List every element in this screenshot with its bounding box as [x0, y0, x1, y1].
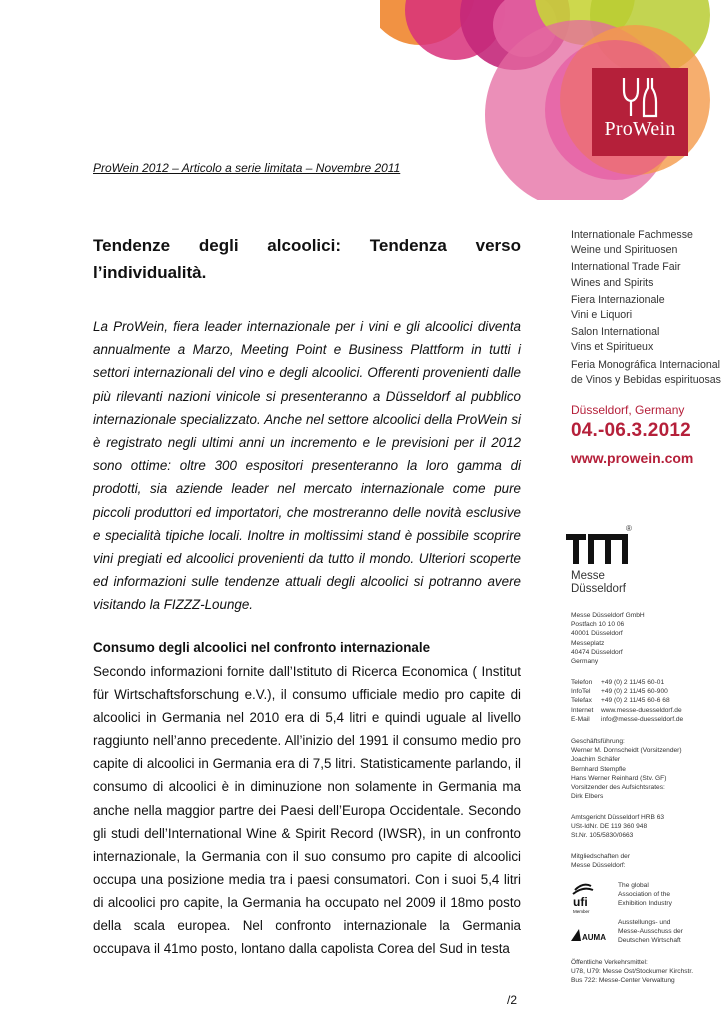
transit-line: U78, U79: Messe Ost/Stockumer Kirchstr. — [571, 968, 694, 976]
address-line: Messeplatz — [571, 639, 605, 647]
management-line: Geschäftsführung: — [571, 738, 625, 745]
messe-name — [571, 570, 626, 596]
management-line: Joachim Schäfer — [571, 756, 621, 764]
registration-line: USt-IdNr. DE 119 360 948 — [571, 823, 648, 831]
address-line: Postfach 10 10 06 — [571, 621, 625, 629]
fair-name-line: de Vinos y Bebidas espirituosas — [571, 373, 721, 386]
contact-value: +49 (0) 2 11/45 60-6 68 — [601, 697, 670, 705]
fair-name-line: Internationale Fachmesse — [571, 229, 693, 241]
messe-name-line: Düsseldorf — [571, 583, 626, 595]
public-transport-info — [571, 958, 723, 986]
management-line: Werner M. Dornscheidt (Vorsitzender) — [571, 747, 682, 755]
transit-line: Bus 722: Messe-Center Verwaltung — [571, 977, 675, 985]
messe-contact — [571, 678, 723, 724]
auma-line: Ausstellungs- und — [618, 919, 671, 926]
fair-name-line: International Trade Fair — [571, 261, 681, 274]
fair-name-fr — [571, 325, 723, 355]
contact-label: InfoTel — [571, 688, 591, 696]
management-line: Vorsitzender des Aufsichtsrates: — [571, 784, 665, 792]
ufi-line: Association of the — [618, 891, 671, 899]
registration-line: Amtsgericht Düsseldorf HRB 63 — [571, 814, 665, 821]
address-line: 40474 Düsseldorf — [571, 648, 623, 656]
fair-name-line: Feria Monográfica Internacional — [571, 358, 720, 371]
messe-duesseldorf-logo-icon — [566, 532, 632, 566]
article-title — [93, 232, 521, 286]
ufi-logo-text: ufi — [573, 895, 588, 909]
contact-label: Internet — [571, 706, 594, 714]
contact-email-link[interactable]: info@messe-duesseldorf.de — [601, 715, 684, 723]
contact-row — [571, 678, 723, 687]
body-paragraph: Secondo informazioni fornite dall’Istituto di Ricerca Economica ( Institut für Wirtschaftsforschung e.V.), il consumo ufficiale medio pro capite di alcoolici in Germania nel 2010 era di 5,4 litri e quindi uguale al livello raggiunto nell’anno precedente. All’inizio del 1991 il consumo medio pro capite di alcoolici in Germania era di 7,5 litri. Statisticamente parlando, il consumo di alcoolici è in diminuzione non solamente in Germania ma anche nella maggior partre dei Paesi dell’Europa Occidentale. Secondo gli studi dell’International Wine & Spirit Record (IWSR), in un confronto internazionale, la Germania con il suo consumo pro capite di alcoolici occupa una posizione media tra i paesi consumatori. Con i suoi 5,4 litri di alcoolici pro capite, la Germania ha occupato nel 2009 il 18mo posto della scala europea. Nel confronto internazionale la Germania occupava il 41mo posto, lontano dalla capolista Corea del Sud in testa — [93, 664, 521, 957]
contact-row — [571, 706, 723, 715]
prowein-logo — [592, 68, 688, 156]
messe-name-line: Messe — [571, 570, 605, 582]
contact-website-link[interactable]: www.messe-duesseldorf.de — [601, 706, 682, 714]
messe-memberships — [571, 852, 723, 870]
contact-row — [571, 696, 723, 705]
contact-value: +49 (0) 2 11/45 60-900 — [601, 688, 668, 696]
auma-logo — [569, 925, 617, 945]
management-line: Hans Werner Reinhard (Stv. GF) — [571, 774, 667, 782]
fair-name-line: Fiera Internazionale — [571, 293, 665, 306]
address-line: Germany — [571, 658, 599, 666]
section-heading: Consumo degli alcoolici nel confronto internazionale — [93, 640, 431, 655]
auma-logo-text: AUMA — [582, 933, 606, 942]
registration-line: St.Nr. 105/5830/0663 — [571, 832, 634, 840]
fair-names-block — [571, 228, 723, 390]
fair-location: Düsseldorf, Germany — [571, 403, 685, 417]
auma-line: Messe-Ausschuss der — [618, 928, 683, 936]
fair-dates: 04.-06.3.2012 — [571, 420, 691, 441]
fair-name-es — [571, 358, 723, 388]
contact-row — [571, 715, 723, 724]
fair-name-line: Salon International — [571, 326, 660, 339]
membership-line: Messe Düsseldorf: — [571, 862, 626, 870]
management-line: Dirk Elbers — [571, 793, 604, 801]
wine-glasses-icon — [618, 74, 662, 118]
management-line: Bernhard Stempfle — [571, 765, 626, 773]
messe-management — [571, 737, 723, 801]
logo-text: ProWein — [604, 118, 676, 140]
ufi-emblem-icon — [569, 880, 609, 914]
fair-website-link[interactable]: www.prowein.com — [571, 450, 694, 466]
contact-label: Telefax — [571, 697, 592, 705]
contact-value: +49 (0) 2 11/45 60-01 — [601, 679, 665, 686]
document-header-line: ProWein 2012 – Articolo a serie limitata – Novembre 2011 — [93, 161, 401, 175]
address-line: Messe Düsseldorf GmbH — [571, 612, 645, 619]
contact-row — [571, 687, 723, 696]
fair-name-line: Vini e Liquori — [571, 309, 633, 322]
fair-name-de — [571, 228, 723, 258]
membership-line: Mitgliedschaften der — [571, 853, 631, 860]
ufi-description — [618, 881, 672, 909]
title-line-1: Tendenze degli alcoolici: Tendenza verso — [93, 236, 521, 255]
title-line-2: l’individualità. — [93, 263, 207, 282]
ufi-member-text: Member — [573, 909, 590, 914]
contact-label: E-Mail — [571, 715, 590, 723]
auma-line: Deutschen Wirtschaft — [618, 937, 681, 945]
intro-paragraph: La ProWein, fiera leader internazionale per i vini e gli alcoolici diventa annualmente a Marzo, Meeting Point e Business Plattform in tutti i settori internazionali del vino e degli alcoolici. Offerenti provenienti dalle più rilevanti nazioni vinicole si presenteranno a Düsseldorf al pubblico internazionale specializzato. Anche nel settore alcoolici della ProWein si è registrato negli ultimi anni un incremento e le previsioni per il 2012 sono ottime: oltre 300 espositori presenteranno la loro gamma di prodotti, sia aziende leader nel mercato internazionale come pure piccoli produttori ed importatori, che mostreranno delle novità esclusive e specialità tipiche locali. Inoltre in moltissimi stand è possibile scoprire vini pregiati ed alcoolici provenienti da tutto il mondo. Ulteriori scoperte ed informazioni sulle tendenze attuali degli alcoolici si potranno avere visitando la FIZZZ-Lounge. — [93, 319, 521, 613]
page-number: /2 — [507, 993, 518, 1007]
auma-emblem-icon — [569, 925, 617, 945]
auma-description — [618, 918, 683, 946]
contact-label: Telefon — [571, 679, 593, 686]
ufi-logo — [569, 880, 609, 914]
fair-name-line: Weine und Spirituosen — [571, 244, 678, 257]
transit-line: Öffentliche Verkehrsmittel: — [571, 959, 648, 966]
ufi-line: The global — [618, 882, 649, 889]
fair-name-en — [571, 260, 723, 290]
address-line: 40001 Düsseldorf — [571, 630, 623, 638]
fair-name-line: Vins et Spiritueux — [571, 341, 654, 354]
fair-name-it — [571, 293, 723, 323]
registered-mark: ® — [626, 524, 632, 533]
ufi-line: Exhibition Industry — [618, 900, 672, 908]
messe-address — [571, 611, 723, 666]
messe-registration — [571, 813, 723, 841]
fair-name-line: Wines and Spirits — [571, 276, 654, 289]
